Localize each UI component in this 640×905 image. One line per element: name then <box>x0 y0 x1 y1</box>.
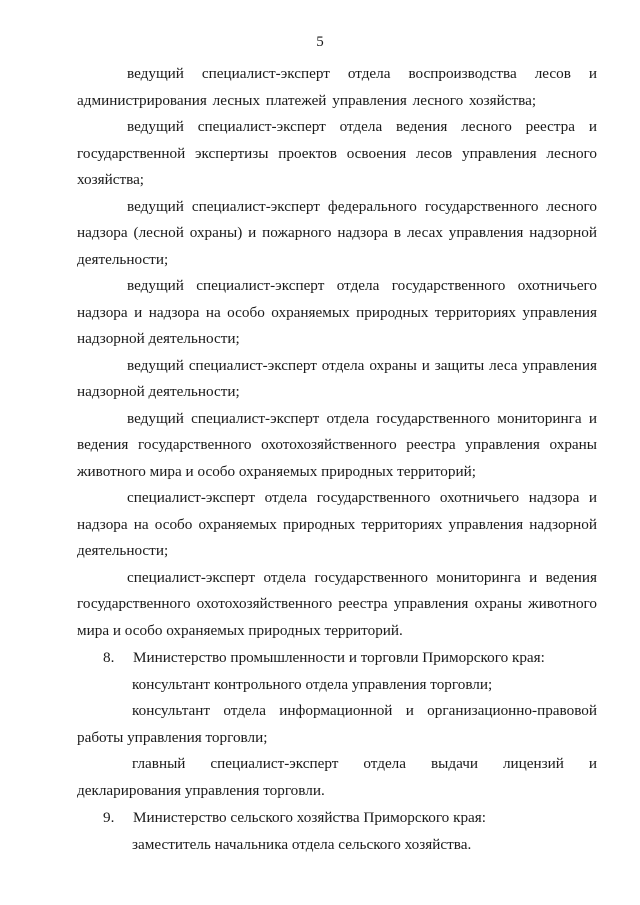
section-title: Министерство сельского хозяйства Приморского края: <box>133 809 486 826</box>
list-item: консультант отдела информационной и организационно-правовой работы управления торговли; <box>77 702 597 746</box>
list-item: главный специалист-эксперт отдела выдачи лицензий и декларирования управления торговли. <box>77 755 597 799</box>
section-number: 8. <box>103 649 115 666</box>
paragraph: специалист-эксперт отдела государственного охотничьего надзора и надзора на особо охраняемых природных территориях управления надзорной деятельности; <box>77 489 597 559</box>
paragraph: ведущий специалист-эксперт отдела государственного охотничьего надзора и надзора на особо охраняемых природных территориях управления надзорной деятельности; <box>77 277 597 347</box>
paragraph: ведущий специалист-эксперт отдела ведения лесного реестра и государственной экспертизы проектов освоения лесов управления лесного хозяйства; <box>77 118 597 188</box>
section-number: 9. <box>103 809 115 826</box>
section-heading <box>77 804 597 832</box>
list-item: заместитель начальника отдела сельского хозяйства. <box>132 835 472 853</box>
document-body <box>77 61 597 858</box>
paragraph: специалист-эксперт отдела государственного мониторинга и ведения государственного охотохозяйственного реестра управления охраны животного мира и особо охраняемых природных территорий. <box>77 568 597 639</box>
paragraph: ведущий специалист-эксперт отдела воспроизводства лесов и администрирования лесных платежей управления лесного хозяйства; <box>77 65 597 109</box>
paragraph: ведущий специалист-эксперт федерального государственного лесного надзора (лесной охраны) и пожарного надзора в лесах управления надзорной деятельности; <box>77 197 597 268</box>
section-heading <box>77 644 597 672</box>
section-title: Министерство промышленности и торговли Приморского края: <box>133 649 545 666</box>
paragraph: ведущий специалист-эксперт отдела государственного мониторинга и ведения государственного охотохозяйственного реестра управления охраны животного мира и особо охраняемых природных территорий; <box>77 409 597 480</box>
list-item: консультант контрольного отдела управления торговли; <box>132 675 493 693</box>
paragraph: ведущий специалист-эксперт отдела охраны и защиты леса управления надзорной деятельности; <box>77 356 597 400</box>
page-number: 5 <box>316 34 324 50</box>
